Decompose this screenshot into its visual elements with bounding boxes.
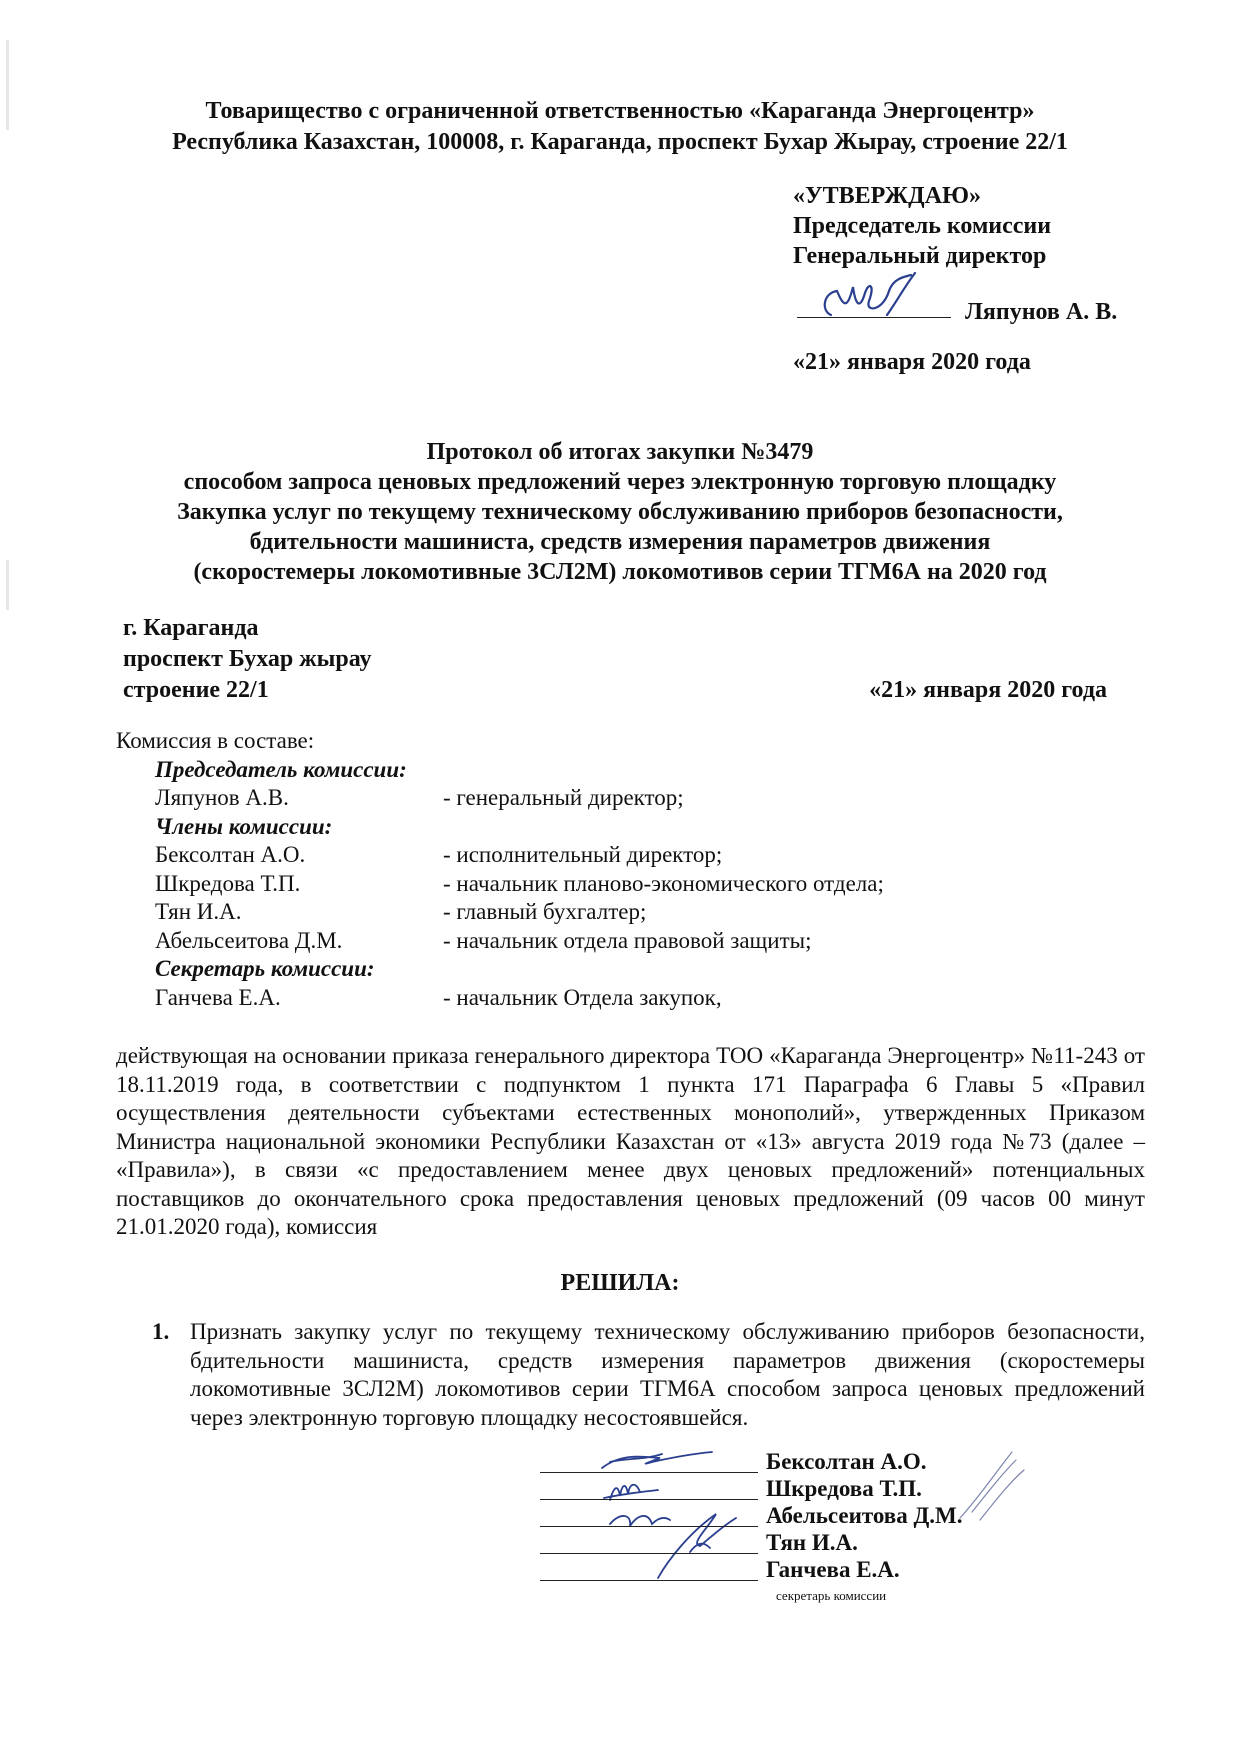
protocol-date: «21» января 2020 года bbox=[869, 677, 1107, 703]
signer-row bbox=[540, 1556, 1140, 1583]
signature-line bbox=[540, 1526, 758, 1527]
commission-list bbox=[116, 727, 1116, 1012]
signature-line bbox=[540, 1553, 758, 1554]
signer-name: Абельсеитова Д.М. bbox=[766, 1503, 963, 1528]
signer-row bbox=[540, 1502, 1140, 1529]
commission-member bbox=[116, 841, 1116, 870]
place-city: г. Караганда bbox=[123, 615, 259, 641]
signer-name: Ганчева Е.А. bbox=[766, 1557, 900, 1582]
company-header bbox=[0, 96, 1240, 158]
signer-row bbox=[540, 1475, 1140, 1502]
title-line-2: способом запроса ценовых предложений через электронную торговую площадку bbox=[183, 469, 1057, 495]
commission-member bbox=[116, 870, 1116, 899]
member-name: Тян И.А. bbox=[155, 899, 242, 924]
decision-number: 1. bbox=[152, 1319, 170, 1344]
decision-text: Признать закупку услуг по текущему техническому обслуживанию приборов безопасности, бдительности машиниста, средств измерения параметров движения (скоростемеры локомотивные 3СЛ2М) локомотивов серии ТГМ6А способом запроса ценовых предложений через электронную торговую площадку несостоявшейся. bbox=[190, 1319, 1145, 1430]
signature-line bbox=[540, 1580, 758, 1581]
approver-signature bbox=[803, 271, 933, 331]
title-line-4: бдительности машиниста, средств измерения параметров движения bbox=[249, 529, 991, 555]
approval-block bbox=[793, 181, 1173, 377]
signer-name: Шкредова Т.П. bbox=[766, 1476, 922, 1501]
member-name: Бексолтан А.О. bbox=[155, 842, 306, 867]
secretary-label: Секретарь комиссии: bbox=[155, 956, 375, 981]
commission-intro: Комиссия в составе: bbox=[116, 728, 315, 753]
approve-label: «УТВЕРЖДАЮ» bbox=[793, 183, 982, 209]
company-name: Товарищество с ограниченной ответственностью «Караганда Энергоцентр» bbox=[205, 98, 1035, 124]
member-name: Ганчева Е.А. bbox=[155, 984, 281, 1010]
signer-name: Тян И.А. bbox=[766, 1530, 858, 1555]
member-position: - главный бухгалтер; bbox=[443, 899, 647, 924]
signature-line bbox=[540, 1472, 758, 1473]
title-line-5: (скоростемеры локомотивные 3СЛ2М) локомотивов серии ТГМ6А на 2020 год bbox=[193, 559, 1047, 585]
place-street: проспект Бухар жырау bbox=[123, 646, 372, 672]
signer-row bbox=[540, 1448, 1140, 1475]
commission-member bbox=[116, 984, 1116, 1013]
decision-item bbox=[152, 1318, 1145, 1432]
commission-member bbox=[116, 784, 1116, 813]
member-position: - исполнительный директор; bbox=[443, 842, 723, 867]
member-position: - начальник Отдела закупок, bbox=[443, 984, 722, 1010]
member-name: Ляпунов А.В. bbox=[155, 785, 289, 810]
member-name: Шкредова Т.П. bbox=[155, 870, 301, 896]
commission-member bbox=[116, 898, 1116, 927]
approver-position-2: Генеральный директор bbox=[793, 243, 1047, 269]
chair-label: Председатель комиссии: bbox=[155, 756, 407, 782]
member-position: - начальник отдела правовой защиты; bbox=[443, 927, 812, 953]
decided-heading: РЕШИЛА: bbox=[560, 1270, 680, 1296]
commission-member bbox=[116, 927, 1116, 956]
member-name: Абельсеитова Д.М. bbox=[155, 927, 343, 953]
signature-line bbox=[540, 1499, 758, 1500]
approver-name: Ляпунов А. В. bbox=[965, 299, 1118, 325]
approver-signature-row bbox=[793, 277, 1173, 335]
approver-position-1: Председатель комиссии bbox=[793, 213, 1052, 239]
company-address: Республика Казахстан, 100008, г. Караганда, проспект Бухар Жырау, строение 22/1 bbox=[172, 129, 1068, 155]
signer-name: Бексолтан А.О. bbox=[766, 1449, 927, 1474]
member-position: - начальник планово-экономического отдела; bbox=[443, 870, 884, 896]
member-position: - генеральный директор; bbox=[443, 785, 684, 810]
place-building: строение 22/1 bbox=[123, 677, 269, 703]
protocol-title bbox=[0, 437, 1240, 587]
basis-paragraph: действующая на основании приказа генерального директора ТОО «Караганда Энергоцентр» №11-243 от 18.11.2019 года, в соответствии с подпунктом 1 пункта 171 Параграфа 6 Главы 5 «Правил осуществления деятельности субъектами естественных монополий», утвержденных Приказом Министра национальной экономики Республики Казахстан от «13» августа 2019 года №73 (далее – «Правила»), в связи «с предоставлением менее двух ценовых предложений» потенциальных поставщиков до окончательного срока предоставления ценовых предложений (09 часов 00 минут 21.01.2020 года), комиссия bbox=[116, 1043, 1145, 1239]
title-line-1: Протокол об итогах закупки №3479 bbox=[426, 439, 814, 465]
place-block bbox=[123, 613, 372, 706]
approval-date: «21» января 2020 года bbox=[793, 349, 1031, 375]
members-label: Члены комиссии: bbox=[155, 813, 333, 839]
secretary-note: секретарь комиссии bbox=[776, 1588, 887, 1603]
approver-signature-line bbox=[797, 317, 951, 318]
signatures-block bbox=[540, 1448, 1140, 1603]
signer-row bbox=[540, 1529, 1140, 1556]
title-line-3: Закупка услуг по текущему техническому обслуживанию приборов безопасности, bbox=[177, 499, 1063, 525]
